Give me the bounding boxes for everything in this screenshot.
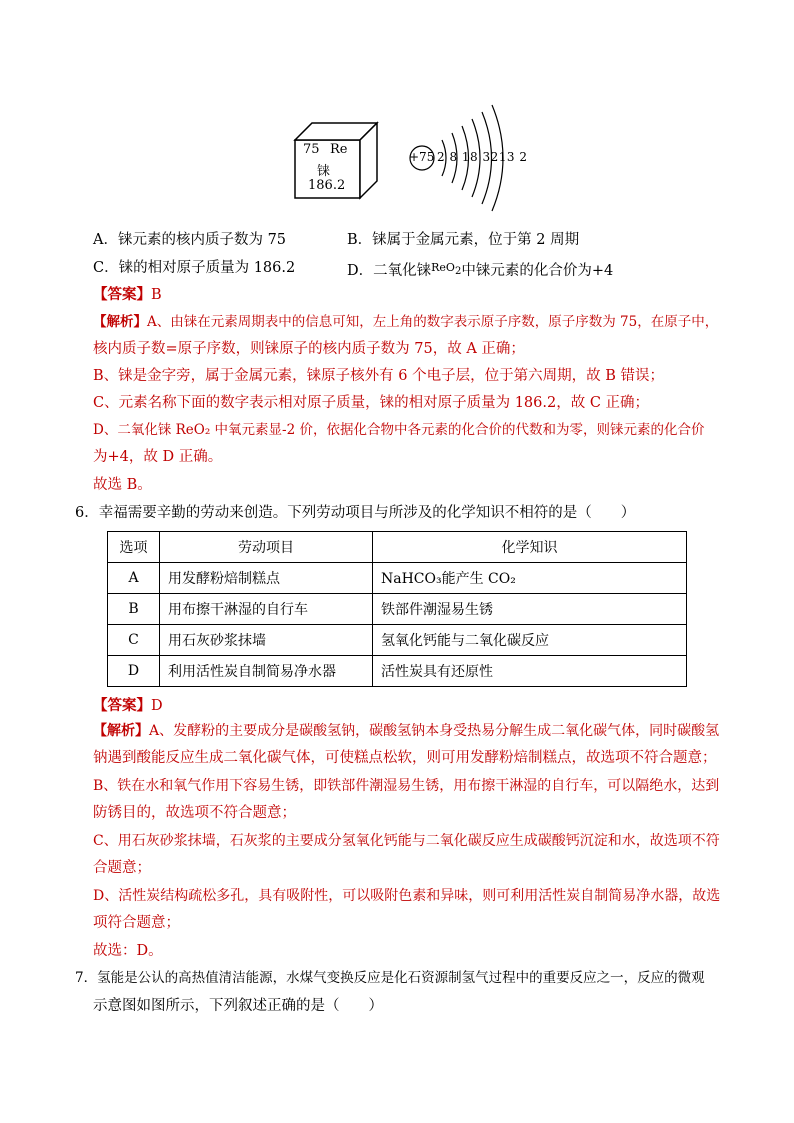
q5-option-d-suffix: 中铼元素的化合价为+4 (461, 263, 614, 279)
q6-analysis-line-8: 项符合题意； (93, 915, 180, 931)
atom-nucleus-label: +75 (409, 150, 435, 164)
q6-stem: 6．幸福需要辛勤的劳动来创造。下列劳动项目与所涉及的化学知识不相符的是（ ） (75, 505, 636, 521)
table-row (108, 594, 687, 625)
q5-analysis-line-1: 【解析】A、由铼在元素周期表中的信息可知，左上角的数字表示原子序数，原子序数为 75，在原子中， (93, 314, 719, 330)
q5-analysis-label: 【解析】 (93, 314, 147, 330)
table-cell-task: 用发酵粉焙制糕点 (160, 563, 373, 594)
q5-analysis-line-4: C、元素名称下面的数字表示相对原子质量，铼的相对原子质量为 186.2，故 C 正确； (93, 395, 650, 411)
q6-answer-value: D (151, 698, 163, 714)
q6-analysis-line-6: 合题意； (93, 860, 151, 876)
q6-analysis-line-1: 【解析】A、发酵粉的主要成分是碳酸氢钠，碳酸氢钠本身受热易分解生成二氧化碳气体，同时碳酸氢 (93, 723, 720, 739)
q6-analysis-line-7: D、活性炭结构疏松多孔，具有吸附性，可以吸附色素和异味，则可利用活性炭自制简易净水器，故选 (93, 888, 721, 904)
table-header-row (108, 532, 687, 563)
table-cell-option: B (108, 594, 160, 625)
table-cell-task: 用布擦干淋湿的自行车 (160, 594, 373, 625)
q5-analysis-line-5: D、二氧化铼 ReO₂ 中氧元素显-2 价，依据化合物中各元素的化合价的代数和为零，则铼元素的化合价 (93, 422, 705, 438)
q5-option-b: B．铼属于金属元素，位于第 2 周期 (347, 232, 580, 248)
q6-answer (93, 696, 163, 716)
q6-analysis-label: 【解析】 (93, 723, 149, 739)
table-cell-knowledge: 铁部件潮湿易生锈 (373, 594, 687, 625)
table-cell-knowledge: 氢氧化钙能与二氧化碳反应 (373, 625, 687, 656)
table-cell-option: D (108, 656, 160, 687)
q5-analysis-line-6: 为+4，故 D 正确。 (93, 449, 223, 465)
q5-option-d-prefix: D．二氧化铼 (347, 263, 432, 279)
table-cell-knowledge: NaHCO₃能产生 CO₂ (373, 563, 687, 594)
q5-answer-value: B (151, 287, 162, 303)
q5-option-c: C．铼的相对原子质量为 186.2 (93, 260, 296, 276)
q6-analysis-line-2: 钠遇到酸能反应生成二氧化碳气体，可使糕点松软，则可用发酵粉焙制糕点，故选项不符合题意； (93, 750, 717, 766)
element-symbol: Re (330, 142, 348, 157)
element-number: 75 (303, 142, 320, 157)
table-row (108, 563, 687, 594)
q5-analysis-line-2: 核内质子数=原子序数，则铼原子的核内质子数为 75，故 A 正确； (93, 341, 525, 357)
table-cell-option: A (108, 563, 160, 594)
table-cell-task: 利用活性炭自制简易净水器 (160, 656, 373, 687)
element-mass: 186.2 (308, 178, 346, 193)
table-row (108, 656, 687, 687)
table-cell-option: C (108, 625, 160, 656)
atom-shell-electrons: 2 8 18 3213 2 (437, 150, 528, 164)
q6-analysis-line-5: C、用石灰砂浆抹墙，石灰浆的主要成分氢氧化钙能与二氧化碳反应生成碳酸钙沉淀和水，故选项不符 (93, 833, 720, 849)
q6-analysis-line-3: B、铁在水和氧气作用下容易生锈，即铁部件潮湿易生锈，用布擦干淋湿的自行车，可以隔绝水，达到 (93, 778, 720, 794)
element-name: 铼 (317, 164, 331, 179)
q5-conclusion: 故选 B。 (93, 477, 152, 493)
table-header-cell: 化学知识 (373, 532, 687, 563)
q5-answer (93, 285, 162, 305)
q5-analysis-line-3: B、铼是金字旁，属于金属元素，铼原子核外有 6 个电子层，位于第六周期，故 B 错误； (93, 368, 664, 384)
q6-answer-label: 【答案】 (93, 697, 151, 714)
q6-analysis-line-4: 防锈目的，故选项不符合题意； (93, 805, 296, 821)
table-row (108, 625, 687, 656)
q7-stem-line-2: 示意图如图所示，下列叙述正确的是（ ） (93, 998, 383, 1014)
q5-option-d-formula: ReO2 (431, 261, 462, 278)
q5-option-a: A．铼元素的核内质子数为 75 (93, 232, 287, 248)
q5-answer-label: 【答案】 (93, 286, 151, 303)
q6-conclusion: 故选：D。 (93, 943, 163, 959)
table-header-cell: 选项 (108, 532, 160, 563)
q6-table (107, 531, 687, 687)
table-cell-knowledge: 活性炭具有还原性 (373, 656, 687, 687)
table-cell-task: 用石灰砂浆抹墙 (160, 625, 373, 656)
q7-stem-line-1: 7．氢能是公认的高热值清洁能源，水煤气变换反应是化石资源制氢气过程中的重要反应之一，反应的微观 (75, 970, 705, 986)
table-header-cell: 劳动项目 (160, 532, 373, 563)
q5-option-d (347, 258, 613, 282)
